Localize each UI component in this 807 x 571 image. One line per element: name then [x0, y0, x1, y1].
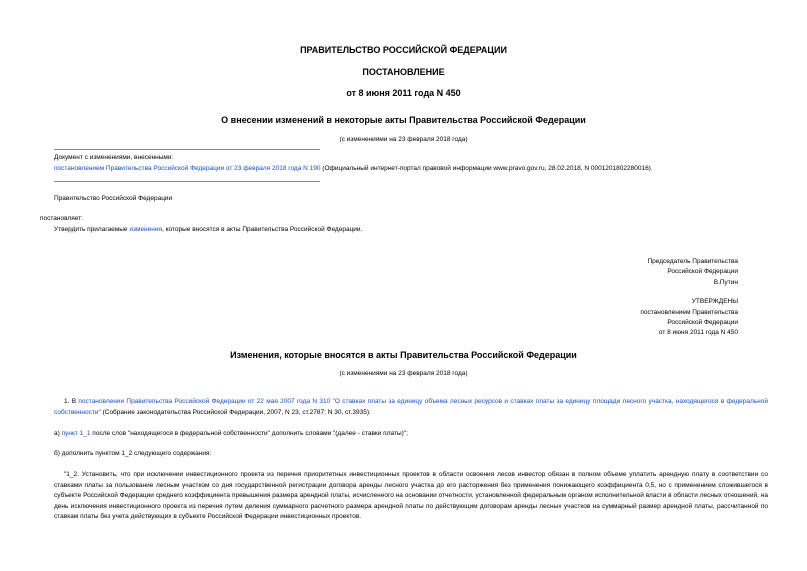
signature-name: В.Путин: [713, 279, 738, 286]
amending-decree-source: (Официальный интернет-портал правовой информации www.pravo.gov.ru, 28.02.2018, N 0001201802280016).: [320, 165, 653, 172]
paragraph-a: [54, 430, 408, 437]
changes-link[interactable]: изменения: [129, 226, 162, 233]
divider-top: [54, 149, 320, 150]
paragraph-1-prefix: 1. В: [64, 398, 79, 405]
paragraph-1-2: "1_2. Установить, что при исключении инвестиционного проекта из перечня приоритетных инвестиционных проектов в области освоения лесов инвестор обязан в полном объеме уплатить арендную плату в соответствии со ставками платы за пользование лесным участком со дня государственной регистрации договора аренды лесного участка до его расторжения без применения понижающего коэффициента 0,5, но с применением сложившегося в субъекте Российской Федерации среднего коэффициента превышения размера арендной платы, исчисленного на основании отчетности, установленной федеральным органом исполнительной власти в области лесных отношений, на день исключения инвестиционного проекта из перечня путем деления суммарного расчетного размера арендной платы по действующим договорам аренды лесных участков на суммарный размер арендной платы, рассчитанной по ставкам платы без учета действующих в субъекте Российской Федерации инвестиционных проектов.: [54, 471, 768, 520]
signature-position: Председатель Правительства: [647, 258, 738, 265]
paragraph-1: [54, 397, 768, 418]
approve-prefix: Утвердить прилагаемые: [54, 226, 130, 233]
decree-310-link[interactable]: постановлении Правительства Российской Федерации от 22 мая 2007 года N 310 "О ставках платы за единицу объема лесных ресурсов и ставках платы за единицу площади лесного участка, находящегося в федеральной собственности": [54, 398, 768, 416]
approved-date: от 8 июня 2011 года N 450: [658, 329, 738, 336]
changes-note-line: [54, 165, 653, 172]
paragraph-a-prefix: а): [54, 430, 62, 437]
clause-1-1-link[interactable]: пункт 1_1: [61, 430, 91, 437]
amending-decree-link[interactable]: постановлением Правительства Российской Федерации от 23 февраля 2018 года N 190: [54, 165, 321, 172]
document-title: О внесении изменений в некоторые акты Правительства Российской Федерации: [221, 115, 586, 125]
approved-country: Российской Федерации: [667, 319, 738, 326]
document-date-number: от 8 июня 2011 года N 450: [346, 88, 461, 98]
paragraph-1-suffix: (Собрание законодательства Российской Федерации, 2007, N 23, ст.2787; N 30, ст.3935):: [100, 408, 371, 416]
document-type: ПОСТАНОВЛЕНИЕ: [362, 67, 445, 77]
signature-country: Российской Федерации: [667, 268, 738, 275]
government-heading: ПРАВИТЕЛЬСТВО РОССИЙСКОЙ ФЕДЕРАЦИИ: [300, 45, 507, 55]
changes-title: Изменения, которые вносятся в акты Правительства Российской Федерации: [230, 350, 577, 360]
government-line: Правительство Российской Федерации: [54, 195, 173, 202]
divider-bottom: [54, 181, 320, 182]
changes-revision: (с изменениями на 23 февраля 2018 года): [339, 370, 468, 377]
approve-line: [54, 226, 362, 233]
approved-by: постановлением Правительства: [640, 309, 738, 316]
paragraph-a-suffix: после слов "находящегося в федеральной собственности" дополнить словами "(далее - ставки платы)";: [90, 430, 408, 437]
approved-heading: УТВЕРЖДЕНЫ: [691, 298, 738, 305]
revision-note: (с изменениями на 23 февраля 2018 года): [339, 136, 468, 143]
paragraph-b: б) дополнить пунктом 1_2 следующего содержания:: [54, 450, 212, 457]
changes-note-label: Документ с изменениями, внесенными:: [54, 154, 174, 161]
approve-suffix: , которые вносятся в акты Правительства Российской Федерации.: [162, 226, 363, 233]
decrees-word: постановляет:: [40, 215, 83, 222]
